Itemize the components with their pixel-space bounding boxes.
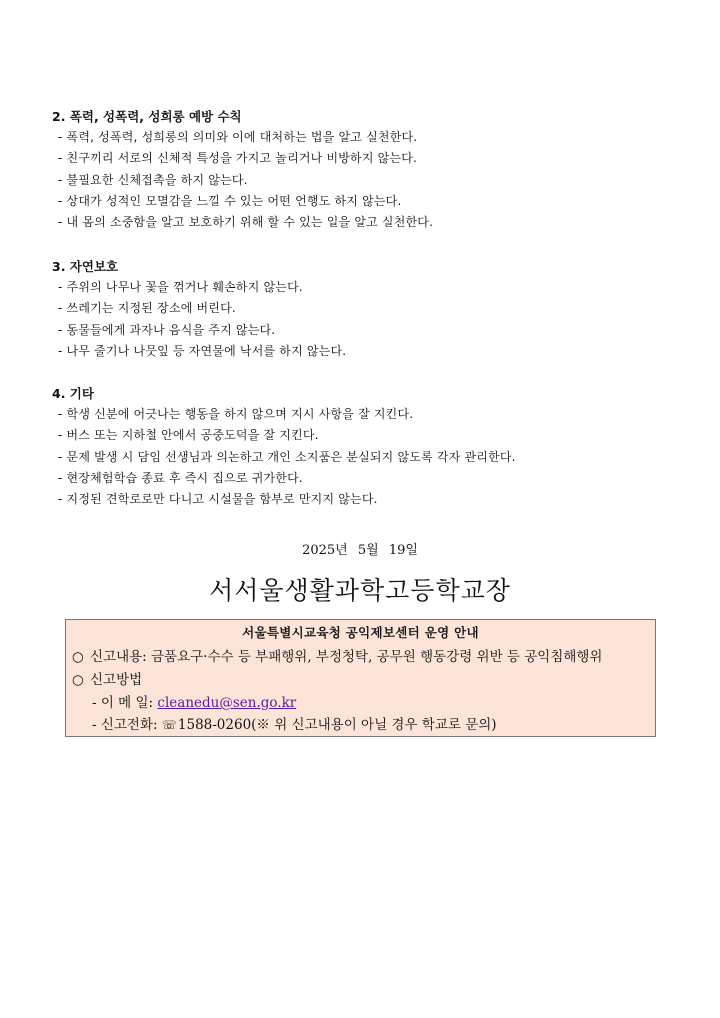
section-title: 3. 자연보호: [52, 259, 119, 274]
report-method-text: 신고방법: [90, 672, 143, 688]
list-item: - 친구끼리 서로의 신체적 특성을 가지고 놀리거나 비방하지 않는다.: [58, 151, 418, 166]
notice-phone-line: [92, 715, 497, 735]
notice-report-content: [72, 647, 602, 667]
list-item: - 지정된 견학로로만 다니고 시설물을 함부로 만지지 않는다.: [58, 492, 378, 507]
email-link[interactable]: cleanedu@sen.go.kr: [157, 695, 297, 711]
list-item: - 버스 또는 지하철 안에서 공중도덕을 잘 지킨다.: [58, 428, 319, 443]
email-label: - 이 메 일:: [92, 695, 154, 711]
phone-icon: ☏: [161, 718, 177, 732]
whistleblower-notice-box: [65, 619, 656, 737]
notice-email-line: [92, 693, 296, 713]
list-item: - 학생 신분에 어긋나는 행동을 하지 않으며 지시 사항을 잘 지킨다.: [58, 407, 414, 421]
list-item: - 주위의 나무나 꽃을 꺾거나 훼손하지 않는다.: [58, 280, 303, 294]
section-violence-prevention: [52, 106, 672, 233]
notice-report-method: [72, 670, 142, 690]
document-date: 2025년 5월 19일: [302, 543, 418, 558]
list-item: - 현장체험학습 종료 후 즉시 집으로 귀가한다.: [58, 470, 303, 485]
phone-label: - 신고전화:: [92, 717, 158, 733]
phone-number-text: 1588-0260(※ 위 신고내용이 아닐 경우 학교로 문의): [177, 717, 497, 733]
notice-title: 서울특별시교육청 공익제보센터 운영 안내: [242, 625, 479, 640]
list-item: - 문제 발생 시 담임 선생님과 의논하고 개인 소지품은 분실되지 않도록 각자 관리한다.: [58, 449, 516, 464]
section-title: 2. 폭력, 성폭력, 성희롱 예방 수칙: [52, 109, 242, 124]
list-item: - 쓰레기는 지정된 장소에 버린다.: [58, 301, 236, 316]
section-others: [52, 383, 672, 510]
section-nature-protection: [52, 256, 672, 362]
list-item: - 동물들에게 과자나 음식을 주지 않는다.: [58, 322, 276, 337]
list-item: - 폭력, 성폭력, 성희롱의 의미와 이에 대처하는 법을 알고 실천한다.: [58, 130, 418, 144]
principal-signature: 서서울생활과학고등학교장: [209, 576, 511, 605]
circle-bullet-icon: ○: [72, 672, 84, 688]
section-title: 4. 기타: [52, 386, 94, 401]
report-content-text: 신고내용: 금품요구·수수 등 부패행위, 부정청탁, 공무원 행동강령 위반 등 공익침해행위: [90, 649, 603, 665]
list-item: - 불필요한 신체접촉을 하지 않는다.: [58, 172, 248, 187]
list-item: - 내 몸의 소중함을 알고 보호하기 위해 할 수 있는 일을 알고 실천한다.: [58, 215, 434, 230]
circle-bullet-icon: ○: [72, 649, 84, 665]
list-item: - 나무 줄기나 나뭇잎 등 자연물에 낙서를 하지 않는다.: [58, 343, 347, 358]
list-item: - 상대가 성적인 모멸감을 느낄 수 있는 어떤 언행도 하지 않는다.: [58, 193, 402, 208]
